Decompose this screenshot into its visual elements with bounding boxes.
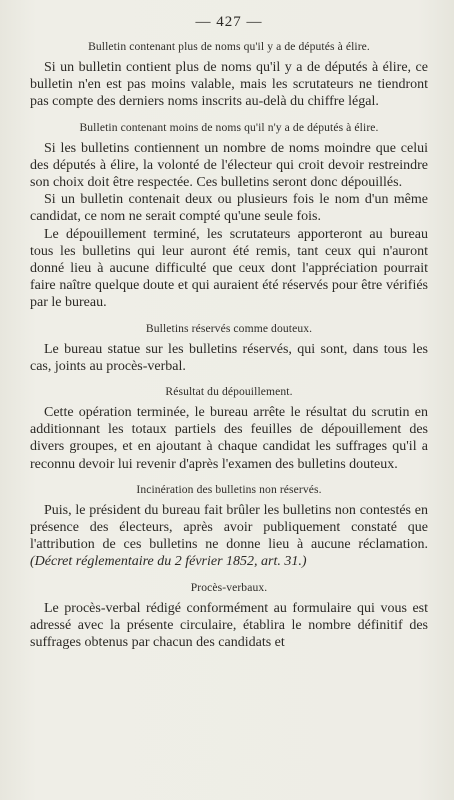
paragraph: Le procès-verbal rédigé conformément au formulaire qui vous est adressé avec la présente circulaire, établira le nombre définitif des suffrages obtenus par chacun des candidats et bbox=[30, 600, 428, 651]
paragraph: Le bureau statue sur les bulletins réservés, qui sont, dans tous les cas, joints au procès-verbal. bbox=[30, 341, 428, 374]
paragraph: Si un bulletin contient plus de noms qu'il y a de députés à élire, ce bulletin n'en est pas moins valable, mais les scrutateurs ne tiendront pas compte des derniers noms inscrits au-delà du chiffre légal. bbox=[30, 60, 428, 110]
paragraph: Si un bulletin contenait deux ou plusieurs fois le nom d'un même candidat, ce nom ne serait compté qu'une seule fois. bbox=[30, 192, 428, 225]
section-heading: Résultat du dépouillement. bbox=[165, 385, 293, 399]
paragraph: Si les bulletins contiennent un nombre de noms moindre que celui des députés à élire, la volonté de l'électeur qui croit devoir restreindre son choix doit être respectée. Ces bulletins seront donc dépouillés. bbox=[30, 140, 428, 191]
paragraph bbox=[30, 502, 428, 571]
section-heading: Bulletins réservés comme douteux. bbox=[145, 321, 313, 335]
section-heading: Bulletin contenant plus de noms qu'il y a de députés à élire. bbox=[88, 40, 370, 53]
section-heading: Bulletin contenant moins de noms qu'il n'y a de députés à élire. bbox=[79, 120, 379, 134]
page-number: — 427 — bbox=[195, 14, 263, 30]
paragraph: Cette opération terminée, le bureau arrête le résultat du scrutin en additionnant les totaux partiels des feuilles de dépouillement des divers groupes, et en ajoutant à chaque candidat les suffrages qu'il a reconnu devoir lui revenir d'après l'examen des bulletins douteux. bbox=[30, 405, 428, 472]
decree-reference: (Décret réglementaire du 2 février 1852, art. 31.) bbox=[30, 554, 307, 570]
section-heading: Procès-verbaux. bbox=[190, 580, 268, 594]
section-heading: Incinération des bulletins non réservés. bbox=[136, 482, 322, 496]
paragraph-text: Puis, le président du bureau fait brûler les bulletins non contestés en présence des électeurs, après avoir publiquement constaté que l'attribution de ces bulletins ne donne lieu à aucune réclamation. bbox=[30, 502, 428, 553]
paragraph: Le dépouillement terminé, les scrutateurs apporteront au bureau tous les bulletins qui leur auront été remis, tant ceux qui n'auront donné lieu à aucune difficulté que ceux dont l'appréciation pourrait faire naître quelque doute et qui auraient été réservés pour être vérifiés par le bureau. bbox=[30, 226, 428, 311]
